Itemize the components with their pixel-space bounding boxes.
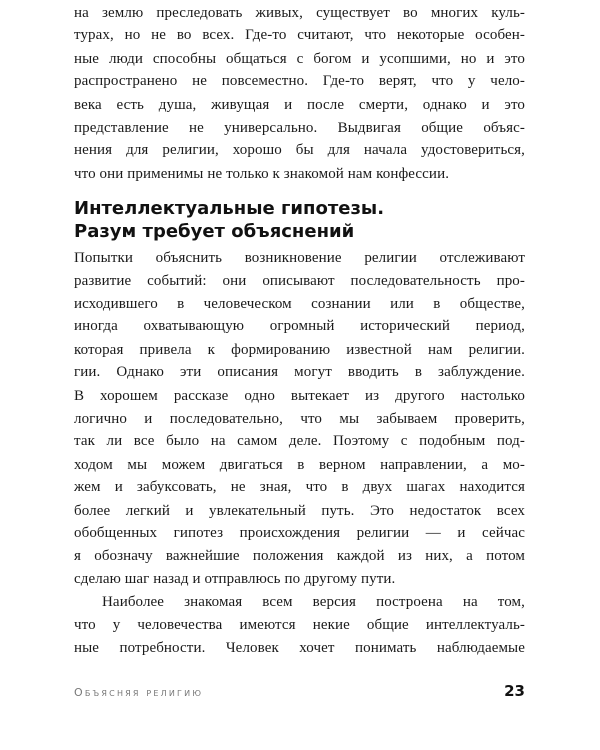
- text-line: нения для религии, хорошо бы для начала удостовериться,: [74, 142, 525, 158]
- section-heading-line: Интеллектуальные гипотезы.: [74, 198, 385, 219]
- text-line: логично и последовательно, что мы забываем проверить,: [74, 411, 525, 427]
- text-line: ходом мы можем двигаться в верном направлении, а мо-: [74, 457, 525, 473]
- text-line: так ли все было на самом деле. Поэтому с подобным под-: [74, 433, 525, 449]
- page-number: 23: [504, 682, 525, 700]
- section-heading-line: Разум требует объяснений: [74, 221, 355, 242]
- text-line: жем и забуксовать, не зная, что в двух шагах находится: [74, 479, 525, 495]
- text-line: иногда охватывающую огромный исторический период,: [74, 318, 525, 334]
- text-line: на землю преследовать живых, существует во многих куль-: [74, 5, 525, 21]
- text-line: ные потребности. Человек хочет понимать наблюдаемые: [74, 640, 525, 656]
- text-line: обобщенных гипотез происхождения религии — и сейчас: [74, 525, 525, 541]
- text-line: века есть душа, живущая и после смерти, однако и это: [74, 97, 525, 113]
- text-line: ные люди способны общаться с богом и усопшими, но и это: [74, 51, 525, 67]
- text-line: Попытки объяснить возникновение религии отслеживают: [74, 250, 525, 266]
- text-line: развитие событий: они описывают последовательность про-: [74, 273, 525, 289]
- text-line: гии. Однако эти описания могут вводить в заблуждение.: [74, 364, 525, 380]
- text-line: что у человечества имеются некие общие интеллектуаль-: [74, 617, 525, 633]
- text-line: более легкий и увлекательный путь. Это недостаток всех: [74, 503, 525, 519]
- text-line: В хорошем рассказе одно вытекает из другого настолько: [74, 388, 525, 404]
- text-line: что они применимы не только к знакомой нам конфессии.: [74, 166, 450, 182]
- running-title: Объясняя религию: [74, 686, 204, 699]
- text-line: Наиболее знакомая всем версия построена на том,: [102, 594, 525, 610]
- text-line: распространено не повсеместно. Где-то верят, что у чело-: [74, 73, 525, 89]
- text-line: я обозначу важнейшие положения каждой из них, а потом: [74, 548, 525, 564]
- text-line: турах, но не во всех. Где-то считают, что некоторые особен-: [74, 27, 525, 43]
- text-line: исходившего в человеческом сознании или в обществе,: [74, 296, 525, 312]
- text-line: сделаю шаг назад и отправлюсь по другому пути.: [74, 571, 396, 587]
- text-line: представление не универсально. Выдвигая общие объяс-: [74, 120, 525, 136]
- text-line: которая привела к формированию известной нам религии.: [74, 342, 525, 358]
